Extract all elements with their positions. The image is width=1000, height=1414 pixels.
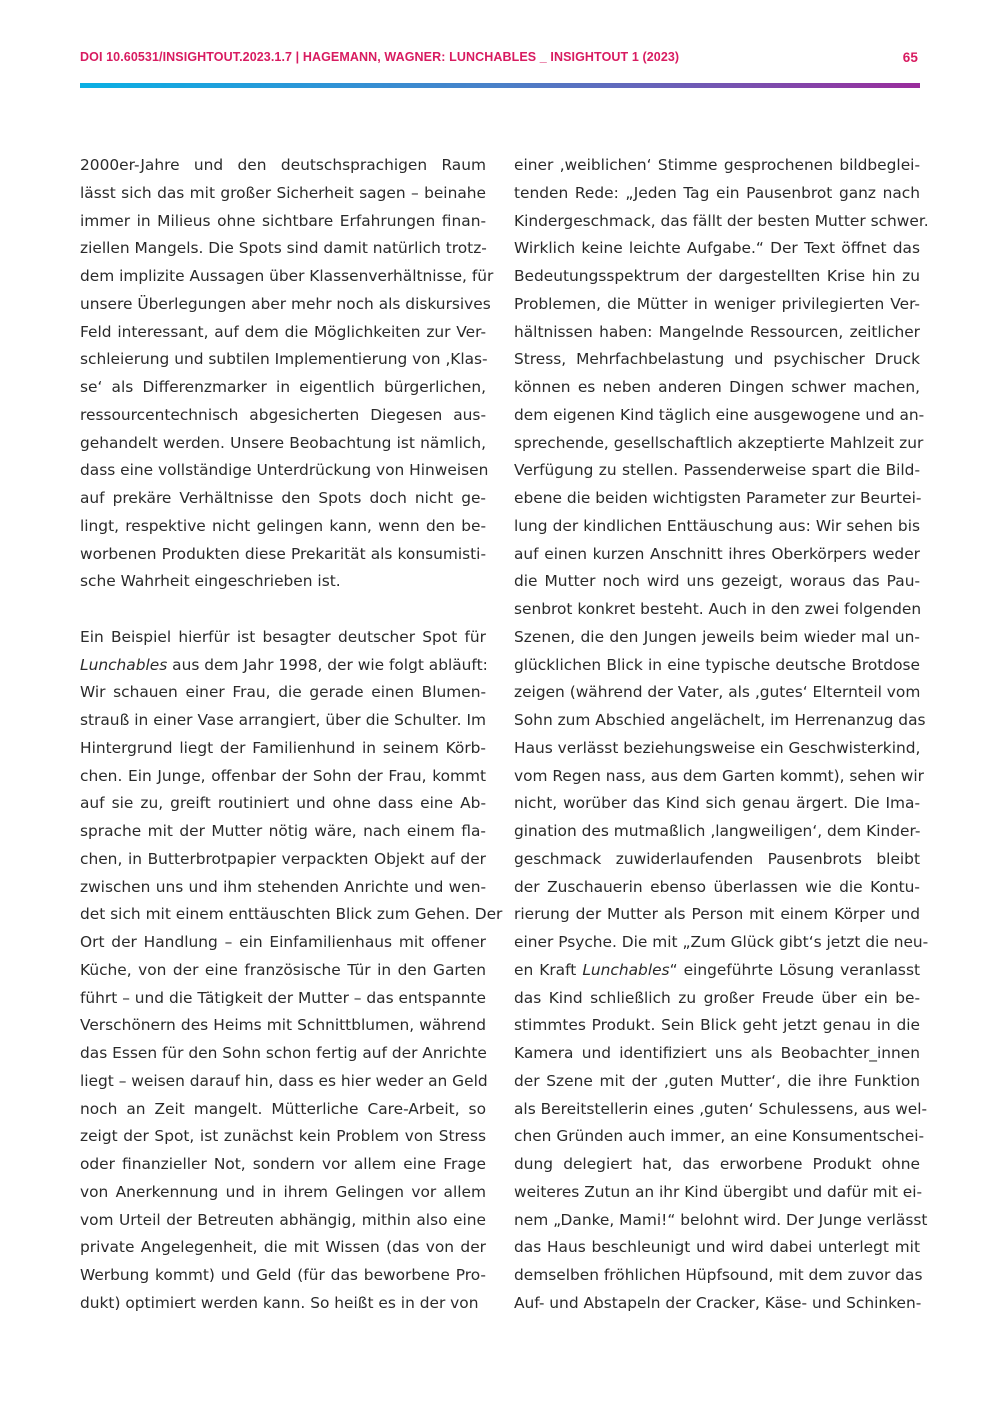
text-line: chen. Ein Junge, offenbar der Sohn der Frau, kommt	[80, 766, 486, 785]
page-number: 65	[902, 50, 918, 65]
text-line: der Zuschauerin ebenso überlassen wie die Kontu-	[514, 877, 920, 896]
text-line: tenden Rede: „Jeden Tag ein Pausenbrot ganz nach	[514, 183, 920, 202]
text-line: Haus verlässt beziehungsweise ein Geschwisterkind,	[514, 738, 921, 757]
text-line: Ort der Handlung – ein Einfamilienhaus mit offener	[80, 933, 486, 951]
text-line: Wirklich keine leichte Aufgabe.“ Der Text öffnet das	[514, 239, 920, 258]
text-line: einer Psyche. Die mit „Zum Glück gibt‘s jetzt die neu-	[514, 933, 929, 951]
text-line: stimmtes Produkt. Sein Blick geht jetzt genau in die	[514, 1016, 920, 1035]
text-line: weiteres Zutun an ihr Kind übergibt und dafür mit ei-	[514, 1182, 923, 1201]
text-line: dukt) optimiert werden kann. So heißt es in der von	[80, 1293, 479, 1312]
text-line: das Kind schließlich zu großer Freude über ein be-	[514, 988, 920, 1007]
text-line: können es neben anderen Dingen schwer machen,	[514, 378, 920, 396]
text-line: Verschönern des Heims mit Schnittblumen, während	[80, 1016, 486, 1035]
text-line: nicht, worüber das Kind sich genau ärgert. Die Ima-	[514, 794, 920, 813]
text-line: Auf- und Abstapeln der Cracker, Käse- und Schinken-	[514, 1293, 922, 1312]
text-line: liegt – weisen darauf hin, dass es hier weder an Geld	[80, 1071, 488, 1090]
text-line: auf sie zu, greift routiniert und ohne dass eine Ab-	[80, 794, 486, 813]
text-line: Bedeutungsspektrum der dargestellten Krise hin zu	[514, 267, 920, 285]
text-line: chen, in Butterbrotpapier verpackten Objekt auf der	[80, 849, 486, 868]
text-line: immer in Milieus ohne sichtbare Erfahrungen finan-	[80, 211, 486, 230]
text-line: Hintergrund liegt der Familienhund in seinem Körb-	[80, 738, 486, 757]
text-line: Wir schauen einer Frau, die gerade einen Blumen-	[80, 683, 486, 702]
text-line: das Haus beschleunigt und wird dabei unterlegt mit	[514, 1238, 920, 1257]
text-line: zeigen (während der Vater, als ‚gutes‘ Elternteil vom	[514, 683, 921, 702]
text-line: ressourcentechnisch abgesicherten Diegesen aus-	[80, 405, 486, 424]
text-line: oder finanzieller Not, sondern vor allem eine Frage	[80, 1155, 486, 1173]
text-line: Lunchables aus dem Jahr 1998, der wie folgt abläuft:	[80, 655, 488, 674]
text-line: sprechende, gesellschaftlich akzeptierte Mahlzeit zur	[514, 433, 924, 452]
text-line: Problemen, die Mütter in weniger privilegierten Ver-	[514, 294, 920, 313]
text-line: sche Wahrheit eingeschrieben ist.	[80, 572, 341, 591]
text-line: lingt, respektive nicht gelingen kann, wenn den be-	[80, 516, 486, 535]
text-line: gehandelt werden. Unsere Beobachtung ist nämlich,	[80, 433, 486, 452]
left-column	[80, 152, 503, 1318]
text-line: lung der kindlichen Enttäuschung aus: Wir sehen bis	[514, 516, 920, 535]
text-line: Küche, von der eine französische Tür in den Garten	[80, 960, 486, 979]
text-line: nem „Danke, Mami!“ belohnt wird. Der Junge verlässt	[514, 1210, 928, 1229]
text-line: auf einen kurzen Anschnitt ihres Oberkörpers weder	[514, 544, 920, 563]
text-line: det sich mit einem enttäuschten Blick zum Gehen. Der	[80, 905, 503, 924]
text-line: gination des mutmaßlich ‚langweiligen‘, dem Kinder-	[514, 822, 921, 840]
text-line: unsere Überlegungen aber mehr noch als diskursives	[80, 294, 491, 313]
paragraph	[514, 152, 929, 1318]
text-line: dass eine vollständige Unterdrückung von Hinweisen	[80, 461, 489, 480]
text-line: auf prekäre Verhältnisse den Spots doch nicht ge-	[80, 489, 486, 507]
text-line: schleierung und subtilen Implementierung von ‚Klas-	[80, 350, 488, 369]
paragraph	[80, 152, 494, 596]
text-line: dem implizite Aussagen über Klassenverhältnisse, für	[80, 267, 494, 285]
text-line: senbrot konkret besteht. Auch in den zwei folgenden	[514, 600, 922, 618]
text-line: geschmack zuwiderlaufenden Pausenbrots bleibt	[514, 849, 920, 868]
text-line: Stress, Mehrfachbelastung und psychischer Druck	[514, 350, 920, 369]
text-line: von Anerkennung und in ihrem Gelingen vor allem	[80, 1182, 486, 1201]
text-line: Ein Beispiel hierfür ist besagter deutscher Spot für	[80, 627, 486, 646]
text-line: private Angelegenheit, die mit Wissen (das von der	[80, 1238, 486, 1257]
text-line: Feld interessant, auf dem die Möglichkeiten zur Ver-	[80, 322, 486, 341]
running-header	[80, 50, 920, 70]
text-line: Verfügung zu stellen. Passenderweise spart die Bild-	[514, 461, 920, 480]
text-line: en Kraft Lunchables“ eingeführte Lösung veranlasst	[514, 960, 920, 979]
text-line: lässt sich das mit großer Sicherheit sagen – beinahe	[80, 183, 486, 202]
text-line: das Essen für den Sohn schon fertig auf der Anrichte	[80, 1044, 487, 1062]
text-line: sprache mit der Mutter nötig wäre, nach einem fla-	[80, 822, 486, 840]
running-title: DOI 10.60531/INSIGHTOUT.2023.1.7 | HAGEMANN, WAGNER: LUNCHABLES _ INSIGHTOUT 1 (2023)	[80, 50, 680, 64]
text-line: hältnissen haben: Mangelnde Ressourcen, zeitlicher	[514, 322, 920, 341]
text-line: dung delegiert hat, das erworbene Produkt ohne	[514, 1155, 920, 1173]
text-line: demselben fröhlichen Hüpfsound, mit dem zuvor das	[514, 1266, 923, 1284]
text-line: zeigt der Spot, ist zunächst kein Problem von Stress	[80, 1127, 486, 1146]
text-line: als Bereitstellerin eines ‚guten‘ Schulessens, aus wel-	[514, 1099, 928, 1118]
text-line: glücklichen Blick in eine typische deutsche Brotdose	[514, 655, 920, 674]
text-line: chen Gründen auch immer, an eine Konsumentschei-	[514, 1127, 925, 1146]
text-line: strauß in einer Vase arrangiert, über die Schulter. Im	[80, 711, 486, 729]
text-line: rierung der Mutter als Person mit einem Körper und	[514, 905, 920, 924]
text-line: se‘ als Differenzmarker in eigentlich bürgerlichen,	[80, 378, 486, 396]
text-line: Szenen, die den Jungen jeweils beim wieder mal un-	[514, 627, 920, 646]
text-line: einer ‚weiblichen‘ Stimme gesprochenen bildbeglei-	[514, 156, 920, 174]
text-line: 2000er-Jahre und den deutschsprachigen Raum	[80, 156, 486, 174]
text-line: die Mutter noch wird uns gezeigt, woraus das Pau-	[514, 572, 920, 591]
header-gradient-rule	[80, 83, 920, 88]
right-column	[514, 152, 929, 1318]
text-line: worbenen Produkten diese Prekarität als konsumisti-	[80, 544, 486, 563]
text-line: dem eigenen Kind täglich eine ausgewogene und an-	[514, 405, 925, 424]
text-line: Werbung kommt) und Geld (für das beworbene Pro-	[80, 1266, 486, 1284]
text-line: ebene die beiden wichtigsten Parameter zur Beurtei-	[514, 489, 922, 507]
paragraph	[80, 624, 503, 1318]
text-line: noch an Zeit mangelt. Mütterliche Care-Arbeit, so	[80, 1099, 486, 1118]
text-line: der Szene mit der ‚guten Mutter‘, die ihre Funktion	[514, 1071, 920, 1090]
text-line: führt – und die Tätigkeit der Mutter – das entspannte	[80, 988, 486, 1007]
text-line: ziellen Mangels. Die Spots sind damit natürlich trotz-	[80, 239, 487, 258]
text-line: vom Regen nass, aus dem Garten kommt), sehen wir	[514, 766, 924, 785]
text-line: vom Urteil der Betreuten abhängig, mithin also eine	[80, 1210, 486, 1229]
text-line: Sohn zum Abschied angelächelt, im Herrenanzug das	[514, 711, 926, 729]
text-line: Kindergeschmack, das fällt der besten Mutter schwer.	[514, 211, 929, 230]
text-line: zwischen uns und ihm stehenden Anrichte und wen-	[80, 877, 486, 896]
text-line: Kamera und identifiziert uns als Beobachter_innen	[514, 1044, 920, 1062]
